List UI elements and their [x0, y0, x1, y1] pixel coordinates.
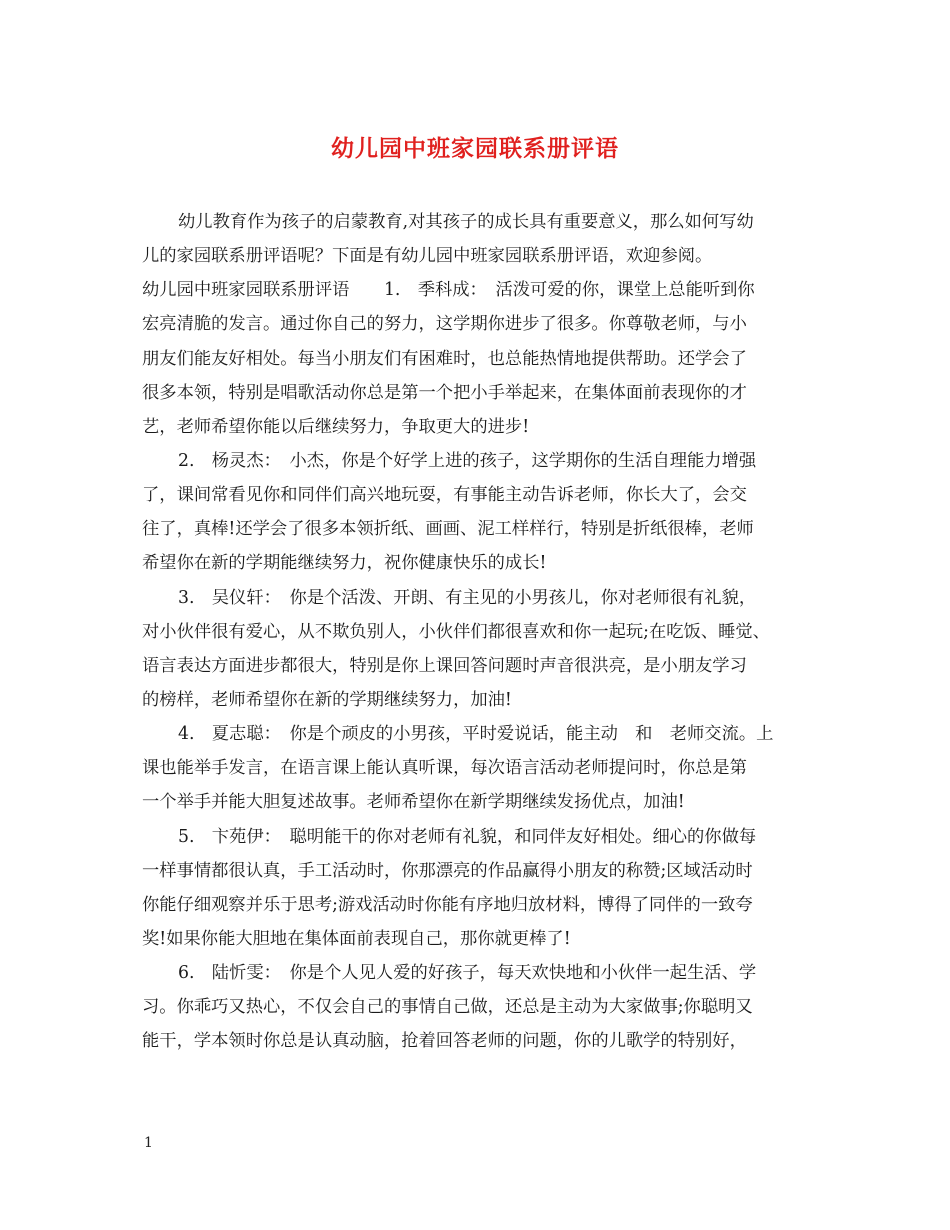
- text-line: 语言表达方面进步都很大，特别是你上课回答问题时声音很洪亮，是小朋友学习: [142, 655, 747, 676]
- text-line: 5. 卞苑伊： 聪明能干的你对老师有礼貌，和同伴友好相处。细心的你做每: [178, 826, 757, 847]
- text-line: 很多本领，特别是唱歌活动你总是第一个把小手举起来，在集体面前表现你的才: [142, 382, 747, 403]
- text-line: 幼儿园中班家园联系册评语 1. 季科成： 活泼可爱的你，课堂上总能听到你: [142, 280, 755, 301]
- text-line: 课也能举手发言，在语言课上能认真听课，每次语言活动老师提问时，你总是第: [142, 758, 747, 779]
- text-line: 幼儿教育作为孩子的启蒙教育,对其孩子的成长具有重要意义，那么如何写幼: [178, 212, 754, 232]
- document-body: [142, 205, 820, 1059]
- text-line: 希望你在新的学期能继续努力，祝你健康快乐的成长!: [142, 553, 547, 574]
- text-line: 能干，学本领时你总是认真动脑，抢着回答老师的问题，你的儿歌学的特别好，: [142, 1031, 747, 1052]
- document-title: 幼儿园中班家园联系册评语: [331, 135, 619, 162]
- text-line: 一样事情都很认真，手工活动时，你那漂亮的作品赢得小朋友的称赞;区域活动时: [142, 860, 753, 881]
- text-line: 6. 陆忻雯： 你是个人见人爱的好孩子，每天欢快地和小伙伴一起生活、学: [178, 963, 757, 984]
- text-line: 了，课间常看见你和同伴们高兴地玩耍，有事能主动告诉老师，你长大了，会交: [142, 485, 747, 506]
- text-line: 奖!如果你能大胆地在集体面前表现自己，那你就更棒了!: [142, 928, 571, 949]
- text-line: 对小伙伴很有爱心，从不欺负别人，小伙伴们都很喜欢和你一起玩;在吃饭、睡觉、: [142, 621, 770, 642]
- text-line: 儿的家园联系册评语呢？下面是有幼儿园中班家园联系册评语，欢迎参阅。: [142, 246, 713, 267]
- text-line: 艺，老师希望你能以后继续努力，争取更大的进步!: [142, 416, 530, 437]
- page-number: 1: [144, 1135, 153, 1151]
- text-line: 宏亮清脆的发言。通过你自己的努力，这学期你进步了很多。你尊敬老师，与小: [142, 314, 747, 335]
- text-line: 一个举手并能大胆复述故事。老师希望你在新学期继续发扬优点，加油!: [142, 792, 685, 813]
- text-line: 2. 杨灵杰： 小杰，你是个好学上进的孩子，这学期你的生活自理能力增强: [178, 450, 757, 471]
- text-line: 习。你乖巧又热心，不仅会自己的事情自己做，还总是主动为大家做事;你聪明又: [142, 997, 753, 1018]
- text-line: 你能仔细观察并乐于思考;游戏活动时你能有序地归放材料，博得了同伴的一致夸: [142, 894, 753, 915]
- text-line: 往了，真棒!还学会了很多本领折纸、画画、泥工样样行，特别是折纸很棒，老师: [142, 519, 754, 540]
- text-line: 朋友们能友好相处。每当小朋友们有困难时，也总能热情地提供帮助。还学会了: [142, 348, 747, 369]
- text-line: 3. 吴仪轩： 你是个活泼、开朗、有主见的小男孩儿，你对老师很有礼貌，: [178, 587, 757, 608]
- text-line: 的榜样，老师希望你在新的学期继续努力，加油!: [142, 689, 512, 710]
- text-line: 4. 夏志聪： 你是个顽皮的小男孩，平时爱说话，能主动 和 老师交流。上: [178, 724, 774, 745]
